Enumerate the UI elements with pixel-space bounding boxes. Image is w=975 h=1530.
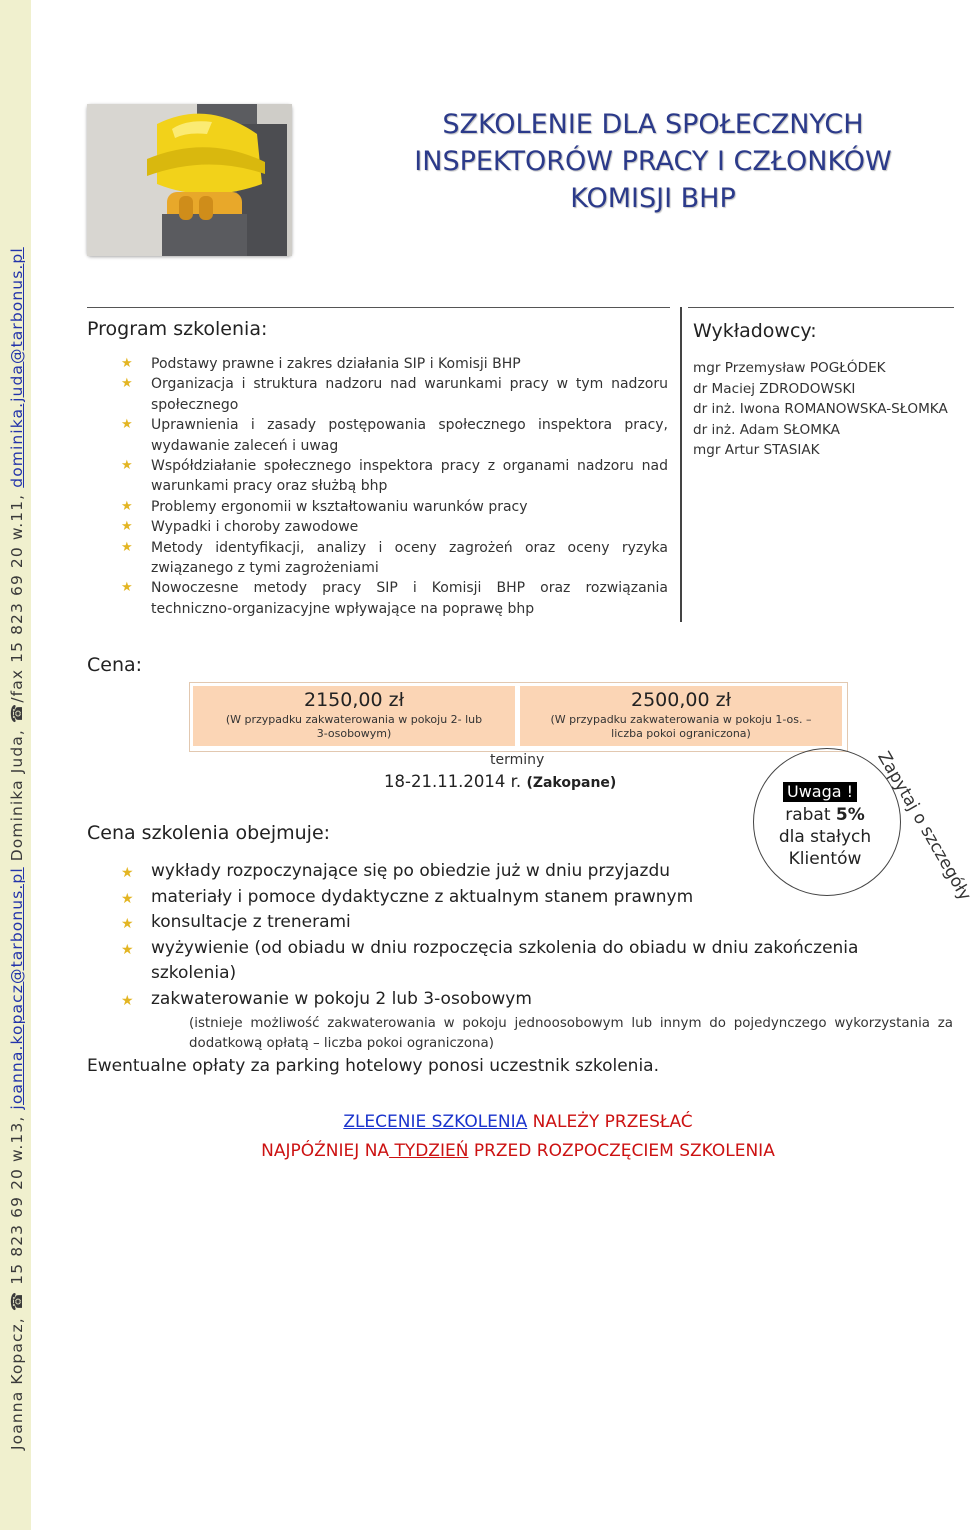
order-form-link[interactable]: ZLECENIE SZKOLENIA: [343, 1112, 528, 1132]
star-icon: ★: [121, 458, 133, 474]
column-divider: [680, 307, 682, 622]
price-note: (W przypadku zakwaterowania w pokoju 1-os. – liczba pokoi ograniczona): [550, 713, 812, 740]
lecturers-heading: Wykładowcy:: [693, 320, 817, 342]
list-item: ★ wyżywienie (od obiadu w dniu rozpoczęcia szkolenia do obiadu w dniu zakończenia szkolenia): [121, 937, 859, 983]
list-item: ★ Współdziałanie społecznego inspektora pracy z organami nadzoru nad warunkami pracy oraz służbą bhp: [121, 458, 668, 495]
discount-uwaga: Uwaga !: [783, 782, 857, 802]
email-link-joanna[interactable]: joanna.kopacz@tarbonus.pl: [8, 867, 26, 1110]
price-value: 2500,00 zł: [631, 689, 731, 711]
star-icon: ★: [121, 992, 134, 1009]
discount-text: rabat 5% dla stałych Klientów: [778, 805, 872, 869]
list-item: ★ Organizacja i struktura nadzoru nad warunkami pracy w tym nadzoru społecznego: [121, 376, 668, 413]
term-place: (Zakopane): [526, 775, 617, 791]
lecturer-item: mgr Przemysław POGŁÓDEK: [693, 360, 886, 376]
program-list: [121, 354, 668, 619]
list-item: ★ zakwaterowanie w pokoju 2 lub 3-osobowym: [151, 987, 911, 1013]
star-icon: ★: [121, 498, 133, 514]
contact-joanna: Joanna Kopacz, ☎ 15 823 69 20 w.13,: [8, 1109, 26, 1450]
ask-details-text: Zapytaj o szczegóły: [873, 748, 975, 905]
star-icon: ★: [121, 916, 134, 932]
price-option-shared-room: [193, 686, 515, 746]
term-date: 18-21.11.2014 r. (Zakopane): [384, 772, 617, 791]
accommodation-note: (istnieje możliwość zakwaterowania w pokoju jednoosobowym lub innym do pojedynczego wykorzystania za dodatkową opłatą – liczba pokoi ograniczona): [189, 1016, 953, 1051]
lecturers-list: [693, 358, 948, 461]
star-icon: ★: [121, 890, 134, 907]
list-item: ★ Wypadki i choroby zawodowe: [151, 517, 668, 537]
page-title: SZKOLENIE DLA SPOŁECZNYCH INSPEKTORÓW PRACY I CZŁONKÓW KOMISJI BHP: [414, 109, 892, 214]
star-icon: ★: [121, 376, 133, 392]
hard-hat-illustration: [87, 104, 292, 256]
list-item: ★ materiały i pomoce dydaktyczne z aktualnym stanem prawnym: [151, 885, 911, 911]
list-item: ★ wykłady rozpoczynające się po obiedzie już w dniu przyjazdu: [151, 859, 911, 885]
list-item: ★ Podstawy prawne i zakres działania SIP i Komisji BHP: [151, 354, 668, 374]
contact-sidebar: [0, 0, 31, 1530]
star-icon: ★: [121, 865, 134, 881]
price-option-single-room: [520, 686, 842, 746]
price-value: 2150,00 zł: [304, 689, 404, 711]
program-heading: Program szkolenia:: [87, 318, 268, 340]
star-icon: ★: [121, 580, 133, 596]
price-heading: Cena:: [87, 654, 143, 676]
lecturers-divider: [688, 307, 954, 308]
lecturer-item: dr inż. Adam SŁOMKA: [693, 421, 840, 438]
order-deadline-notice: ZLECENIE SZKOLENIA NALEŻY PRZESŁAĆ NAJPÓŹNIEJ NA TYDZIEŃ PRZED ROZPOCZĘCIEM SZKOLENIA: [261, 1112, 775, 1161]
list-item: ★ Problemy ergonomii w kształtowaniu warunków pracy: [151, 497, 668, 517]
list-item: ★ Uprawnienia i zasady postępowania społecznego inspektora pracy, wydawanie zaleceń i uwag: [121, 417, 668, 454]
email-link-dominika[interactable]: dominika.juda@tarbonus.pl: [8, 247, 26, 488]
lecturer-item: dr Maciej ZDRODOWSKI: [693, 380, 856, 397]
list-item: ★ Metody identyfikacji, analizy i oceny zagrożeń oraz oceny ryzyka związanego z tymi zagrożeniami: [121, 539, 668, 577]
star-icon: ★: [121, 519, 133, 535]
list-item: ★ konsultacje z trenerami: [151, 910, 911, 936]
terms-label: terminy: [490, 752, 545, 768]
includes-list: [121, 859, 911, 1012]
star-icon: ★: [121, 539, 133, 555]
contact-sidebar-text: [6, 50, 28, 1450]
lecturer-item: dr inż. Iwona ROMANOWSKA-SŁOMKA: [693, 401, 948, 417]
price-note: (W przypadku zakwaterowania w pokoju 2- lub 3-osobowym): [225, 713, 483, 740]
includes-heading: Cena szkolenia obejmuje:: [87, 822, 331, 844]
list-item: ★ Nowoczesne metody pracy SIP i Komisji BHP oraz rozwiązania techniczno-organizacyjne wpływające na poprawę bhp: [121, 580, 668, 617]
hard-hat-photo: [87, 104, 292, 256]
star-icon: ★: [121, 941, 134, 958]
lecturer-item: mgr Artur STASIAK: [693, 442, 820, 458]
program-divider: [87, 307, 670, 308]
star-icon: ★: [121, 356, 133, 371]
parking-note: Ewentualne opłaty za parking hotelowy ponosi uczestnik szkolenia.: [87, 1056, 659, 1076]
contact-dominika: Dominika Juda, ☎/fax 15 823 69 20 w.11,: [8, 487, 26, 862]
star-icon: ★: [121, 417, 133, 433]
